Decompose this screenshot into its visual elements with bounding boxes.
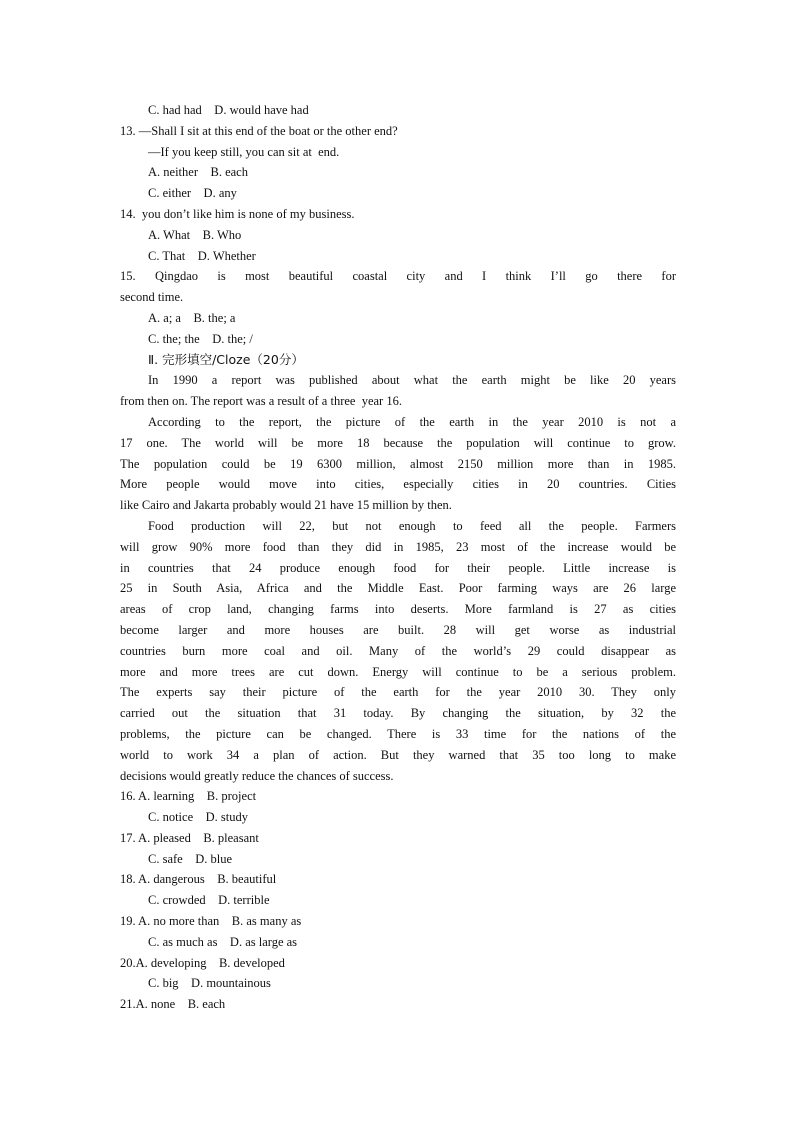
text-line: 17. A. pleased B. pleasant <box>120 830 259 845</box>
text-line: in countries that 24 produce enough food for their people. Little increase is <box>120 560 676 575</box>
text-line: C. notice D. study <box>148 810 248 825</box>
text-line: Food production will 22, but not enough to feed all the people. Farmers <box>148 518 676 533</box>
text-line: —If you keep still, you can sit at end. <box>148 144 340 159</box>
text-line: The experts say their picture of the earth for the year 2010 30. They only <box>120 685 676 700</box>
text-line: C. either D. any <box>148 186 237 201</box>
text-line: A. a; a B. the; a <box>148 310 236 325</box>
text-line: carried out the situation that 31 today. By changing the situation, by 32 the <box>120 706 676 721</box>
text-line: 21.A. none B. each <box>120 997 226 1012</box>
text-line: 18. A. dangerous B. beautiful <box>120 872 277 887</box>
text-line: world to work 34 a plan of action. But they warned that 35 too long to make <box>120 747 676 762</box>
text-line: A. neither B. each <box>148 165 248 180</box>
text-line: areas of crop land, changing farms into deserts. More farmland is 27 as cities <box>120 602 676 617</box>
text-line: The population could be 19 6300 million, almost 2150 million more than in 1985. <box>120 456 676 471</box>
text-line: 15. Qingdao is most beautiful coastal city and I think I’ll go there for <box>120 269 676 284</box>
text-line: will grow 90% more food than they did in 1985, 23 most of the increase would be <box>120 539 676 554</box>
text-line: countries burn more coal and oil. Many of the world’s 29 could disappear as <box>120 643 676 658</box>
text-line: problems, the picture can be changed. There is 33 time for the nations of the <box>120 726 676 741</box>
text-line: like Cairo and Jakarta probably would 21 have 15 million by then. <box>120 498 452 513</box>
text-line: 14. you don’t like him is none of my business. <box>120 206 355 221</box>
text-line: Ⅱ. 完形填空/Cloze（20分） <box>148 351 304 367</box>
text-line: C. the; the D. the; / <box>148 331 253 346</box>
text-line: become larger and more houses are built. 28 will get worse as industrial <box>120 622 676 637</box>
text-line: decisions would greatly reduce the chances of success. <box>120 768 394 783</box>
text-line: C. safe D. blue <box>148 851 233 866</box>
text-line: C. had had D. would have had <box>148 103 309 117</box>
text-line: 13. —Shall I sit at this end of the boat or the other end? <box>120 123 398 138</box>
text-line: from then on. The report was a result of a three year 16. <box>120 394 402 409</box>
text-line: In 1990 a report was published about what the earth might be like 20 years <box>148 373 676 388</box>
exam-text <box>120 100 676 1015</box>
text-line: 25 in South Asia, Africa and the Middle East. Poor farming ways are 26 large <box>120 581 676 596</box>
text-line: 17 one. The world will be more 18 because the population will continue to grow. <box>120 435 676 450</box>
text-line: According to the report, the picture of the earth in the year 2010 is not a <box>148 414 676 429</box>
text-line: 19. A. no more than B. as many as <box>120 914 302 929</box>
text-line: A. What B. Who <box>148 227 242 242</box>
text-line: 16. A. learning B. project <box>120 789 257 804</box>
text-line: C. crowded D. terrible <box>148 893 270 908</box>
text-line: second time. <box>120 290 184 305</box>
text-line: C. as much as D. as large as <box>148 934 298 949</box>
text-line: C. That D. Whether <box>148 248 256 263</box>
text-line: more and more trees are cut down. Energy will continue to be a serious problem. <box>120 664 676 679</box>
text-line: C. big D. mountainous <box>148 976 271 991</box>
text-line: 20.A. developing B. developed <box>120 955 285 970</box>
text-line: More people would move into cities, especially cities in 20 countries. Cities <box>120 477 676 492</box>
